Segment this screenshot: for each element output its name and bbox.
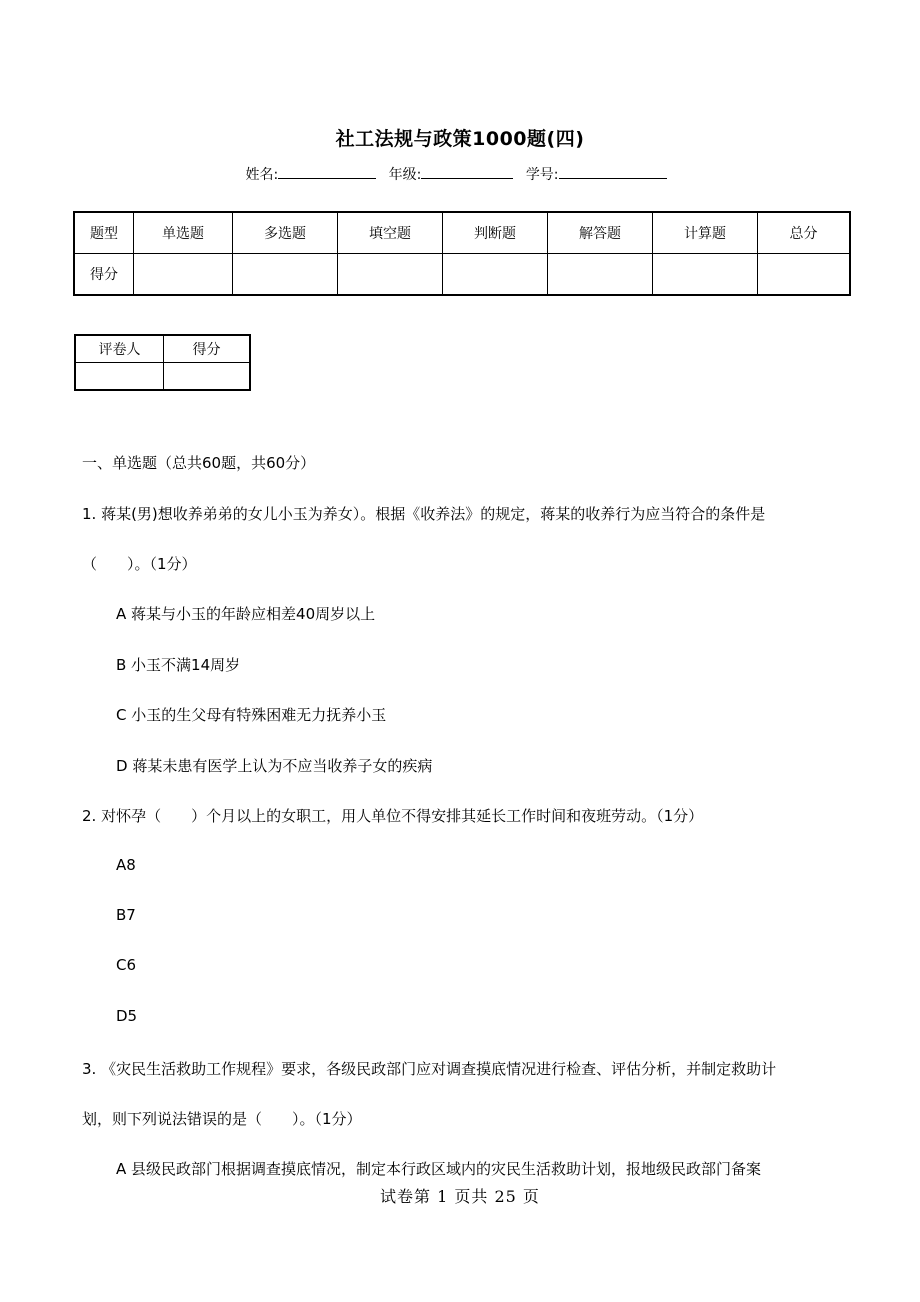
grader-cell[interactable] [75,363,164,391]
score-cell[interactable] [443,254,548,296]
score-table-row [74,254,850,296]
option-text: B7 [116,906,136,924]
grader-score-header: 得分 [164,335,251,363]
page-title: 社工法规与政策1000题(四) [335,128,585,150]
grade-field[interactable] [421,164,513,179]
score-cell[interactable] [548,254,653,296]
option-text: A 县级民政部门根据调查摸底情况，制定本行政区域内的灾民生活救助计划，报地级民政部门备案 [116,1160,762,1178]
header-cell: 填空题 [338,212,443,254]
question-text: 划，则下列说法错误的是（ ）。（1分） [82,1110,362,1128]
score-table-header-row [74,212,850,254]
option-text: D5 [116,1007,138,1025]
question-text: 1. 蒋某(男)想收养弟弟的女儿小玉为养女）。根据《收养法》的规定，蒋某的收养行为应当符合的条件是 [82,505,766,523]
score-cell[interactable] [758,254,851,296]
grader-row [75,363,250,391]
option-text: A8 [116,856,136,874]
grader-header-row [75,335,250,363]
question-text: （ ）。（1分） [82,555,197,573]
id-field[interactable] [559,164,667,179]
option-text: C6 [116,956,137,974]
grade-label: 年级: [388,167,422,183]
score-cell[interactable] [134,254,233,296]
grader-table [74,334,251,391]
header-cell: 题型 [74,212,134,254]
option-text: D 蒋某未患有医学上认为不应当收养子女的疾病 [116,757,433,775]
grader-header: 评卷人 [75,335,164,363]
option-text: A 蒋某与小玉的年龄应相差40周岁以上 [116,605,376,623]
header-cell: 单选题 [134,212,233,254]
section-heading: 一、单选题（总共60题，共60分） [82,454,316,472]
header-cell: 解答题 [548,212,653,254]
name-label: 姓名: [245,167,279,183]
grader-score-cell[interactable] [164,363,251,391]
name-field[interactable] [278,164,376,179]
option-text: C 小玉的生父母有特殊困难无力抚养小玉 [116,706,387,724]
student-info [0,164,920,184]
score-cell[interactable] [338,254,443,296]
row-label: 得分 [74,254,134,296]
score-cell[interactable] [653,254,758,296]
header-cell: 判断题 [443,212,548,254]
score-table [73,211,851,296]
header-cell: 计算题 [653,212,758,254]
question-text: 2. 对怀孕（ ）个月以上的女职工，用人单位不得安排其延长工作时间和夜班劳动。（1分） [82,807,704,825]
question-text: 3. 《灾民生活救助工作规程》要求，各级民政部门应对调查摸底情况进行检查、评估分析，并制定救助计 [82,1060,777,1078]
header-cell: 多选题 [233,212,338,254]
option-text: B 小玉不满14周岁 [116,656,241,674]
header-cell: 总分 [758,212,851,254]
page-footer: 试卷第 1 页共 25 页 [380,1187,540,1206]
id-label: 学号: [525,167,559,183]
score-cell[interactable] [233,254,338,296]
